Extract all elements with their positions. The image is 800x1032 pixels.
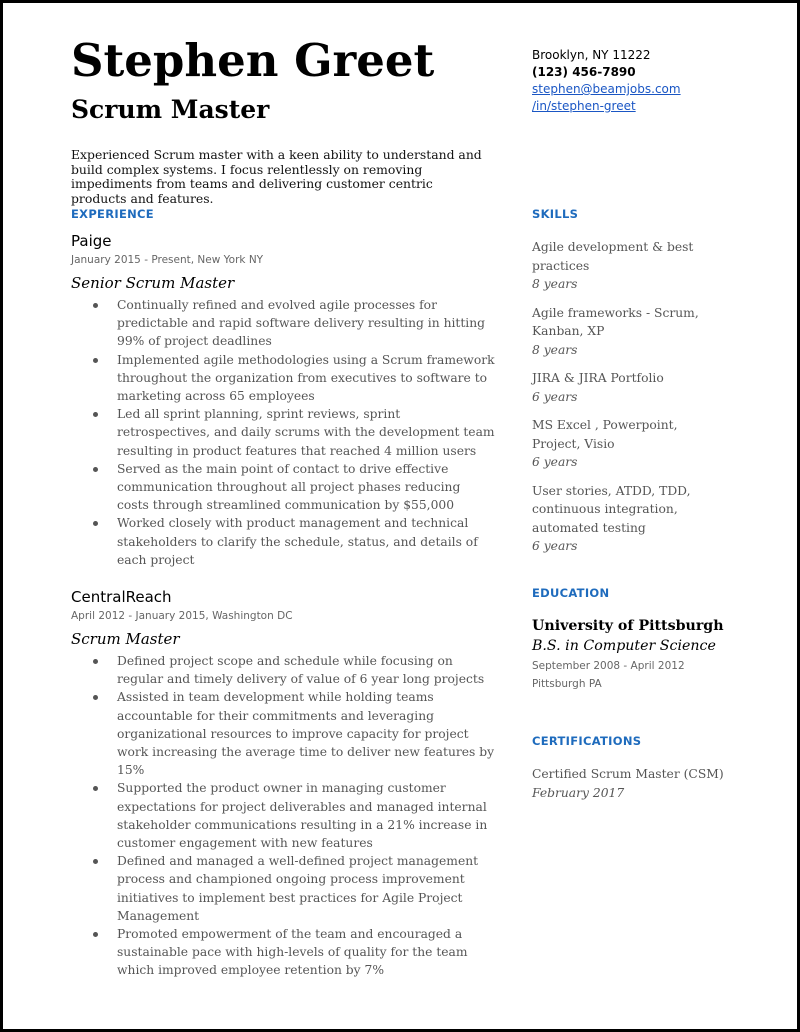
- bullet-item: [71, 779, 496, 852]
- skills-heading: SKILLS: [532, 207, 579, 221]
- skill-name: User stories, ATDD, TDD, continuous integration, automated testing: [532, 483, 691, 535]
- skill-name: Agile frameworks - Scrum, Kanban, XP: [532, 305, 699, 338]
- bullet-dot: [93, 695, 98, 700]
- bullet-text: Worked closely with product management and technical stakeholders to clarify the schedule, status, and details of each project: [117, 516, 478, 567]
- bullet-item: [71, 925, 496, 980]
- bullet-text: Continually refined and evolved agile processes for predictable and rapid software delivery resulting in hitting 99% of project deadlines: [117, 298, 486, 349]
- skill-name: JIRA & JIRA Portfolio: [532, 371, 664, 385]
- bullet-item: [71, 514, 496, 569]
- contact-linkedin-link[interactable]: /in/stephen-greet: [532, 99, 636, 113]
- bullet-item: [71, 296, 496, 351]
- education-block: [532, 616, 722, 693]
- skill-years: 6 years: [532, 389, 578, 404]
- education-degree: B.S. in Computer Science: [532, 638, 716, 654]
- skill-name: MS Excel , Powerpoint, Project, Visio: [532, 418, 678, 451]
- job-meta: April 2012 - January 2015, Washington DC: [71, 610, 293, 622]
- job-company: CentralReach: [71, 588, 172, 606]
- bullet-text: Assisted in team development while holding teams accountable for their commitments and leveraging organizational resources to improve capacity for project work increasing the average time to deliver new features by 15%: [117, 690, 495, 778]
- bullet-text: Supported the product owner in managing customer expectations for project deliverables and managed internal stakeholder communications resulting in a 21% increase in customer engagement with new features: [117, 781, 488, 851]
- skill-years: 6 years: [532, 539, 578, 553]
- skill-item: [532, 238, 722, 294]
- contact-email-link[interactable]: stephen@beamjobs.com: [532, 82, 681, 96]
- bullet-dot: [93, 412, 98, 417]
- bullet-text: Led all sprint planning, sprint reviews, sprint retrospectives, and daily scrums with the development team resulting in product features that reached 4 million users: [117, 407, 495, 458]
- certifications-heading: CERTIFICATIONS: [532, 734, 642, 748]
- bullet-dot: [93, 859, 98, 864]
- summary-text: Experienced Scrum master with a keen ability to understand and build complex systems. I focus relentlessly on removing impediments from teams and delivering customer centric products and features.: [71, 147, 482, 206]
- education-location: Pittsburgh PA: [532, 678, 602, 690]
- candidate-role: Scrum Master: [71, 95, 270, 124]
- bullet-text: Implemented agile methodologies using a Scrum framework throughout the organization from executives to software to marketing across 65 employees: [117, 352, 495, 404]
- experience-job-1: [71, 231, 496, 569]
- bullet-dot: [93, 467, 98, 472]
- bullet-dot: [93, 932, 98, 937]
- skill-years: 6 years: [532, 455, 578, 469]
- skill-years: 8 years: [532, 277, 578, 291]
- bullet-dot: [93, 786, 98, 791]
- contact-phone: (123) 456-7890: [532, 65, 636, 79]
- certification-name: Certified Scrum Master (CSM): [532, 767, 724, 781]
- education-school: University of Pittsburgh: [532, 618, 724, 634]
- job-bullets: [71, 652, 496, 980]
- job-meta: January 2015 - Present, New York NY: [71, 254, 264, 266]
- experience-job-2: [71, 587, 496, 980]
- skill-item: [532, 304, 722, 360]
- bullet-text: Served as the main point of contact to drive effective communication throughout all project phases reducing costs through streamlined communication by $55,000: [117, 461, 461, 513]
- skill-item: [532, 369, 722, 406]
- bullet-dot: [93, 358, 98, 363]
- skill-name: Agile development & best practices: [532, 240, 694, 273]
- education-heading: EDUCATION: [532, 586, 610, 600]
- skill-item: [532, 482, 722, 556]
- skills-list: [532, 238, 722, 566]
- bullet-text: Promoted empowerment of the team and encouraged a sustainable pace with high-levels of quality for the team which improved employee retention by 7%: [117, 927, 468, 978]
- experience-heading: EXPERIENCE: [71, 207, 154, 221]
- contact-location: Brooklyn, NY 11222: [532, 48, 651, 62]
- bullet-item: [71, 351, 496, 406]
- bullet-text: Defined and managed a well-defined project management process and championed ongoing process improvement initiatives to implement best practices for Agile Project Management: [117, 854, 479, 923]
- bullet-item: [71, 405, 496, 460]
- job-company: Paige: [71, 232, 112, 250]
- bullet-dot: [93, 303, 98, 308]
- candidate-name: Stephen Greet: [71, 34, 435, 87]
- bullet-item: [71, 652, 496, 688]
- bullet-dot: [93, 521, 98, 526]
- bullet-item: [71, 688, 496, 779]
- contact-block: [532, 47, 681, 115]
- job-title: Scrum Master: [71, 630, 180, 648]
- bullet-dot: [93, 659, 98, 664]
- job-title: Senior Scrum Master: [71, 274, 235, 292]
- education-dates: September 2008 - April 2012: [532, 660, 685, 672]
- job-bullets: [71, 296, 496, 569]
- resume-page: [3, 3, 797, 1029]
- bullet-text: Defined project scope and schedule while focusing on regular and timely delivery of value of 6 year long projects: [117, 654, 485, 687]
- bullet-item: [71, 460, 496, 515]
- certification-block: [532, 765, 722, 802]
- certification-date: February 2017: [532, 785, 625, 800]
- skill-years: 8 years: [532, 342, 578, 357]
- bullet-item: [71, 852, 496, 925]
- skill-item: [532, 416, 722, 472]
